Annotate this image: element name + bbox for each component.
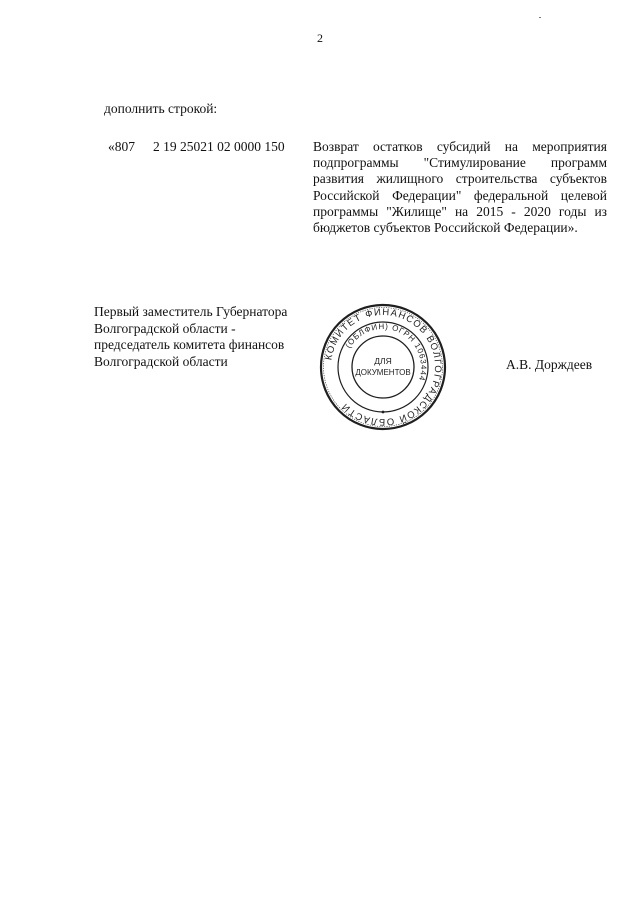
seal-center-line: ДЛЯ: [374, 356, 392, 366]
signer-position-line: Первый заместитель Губернатора: [94, 304, 288, 319]
table-row: [108, 139, 608, 239]
official-seal-stamp: [318, 302, 448, 432]
admin-code: «807: [108, 139, 135, 154]
page-number: 2: [317, 31, 323, 45]
signer-position: [94, 304, 334, 370]
seal-outer-text: КОМИТЕТ ФИНАНСОВ ВОЛГОГРАДСКОЙ ОБЛАСТИ: [323, 306, 444, 428]
seal-center-line: ДОКУМЕНТОВ: [355, 368, 411, 377]
scan-speck: [539, 17, 541, 18]
seal-inner-text: (ОБЛФИН) ОГРН 1063444: [343, 321, 429, 383]
budget-classification-code: 2 19 25021 02 0000 150: [153, 139, 285, 154]
signer-name: А.В. Дорждеев: [506, 357, 593, 372]
signer-position-line: Волгоградской области -: [94, 320, 236, 336]
signer-position-line: Волгоградской области: [94, 353, 228, 369]
seal-star-mark: [382, 411, 385, 414]
intro-text: дополнить строкой:: [104, 101, 218, 116]
signer-position-line: председатель комитета финансов: [94, 337, 285, 352]
code-description: Возврат остатков субсидий на мероприятия подпрограммы "Стимулирование программ развития жилищного строительства субъектов Российской Федерации" федеральной целевой программы "Жилище" на 2015 - 2020 годы из бюджетов субъектов Российской Федерации».: [313, 139, 607, 236]
